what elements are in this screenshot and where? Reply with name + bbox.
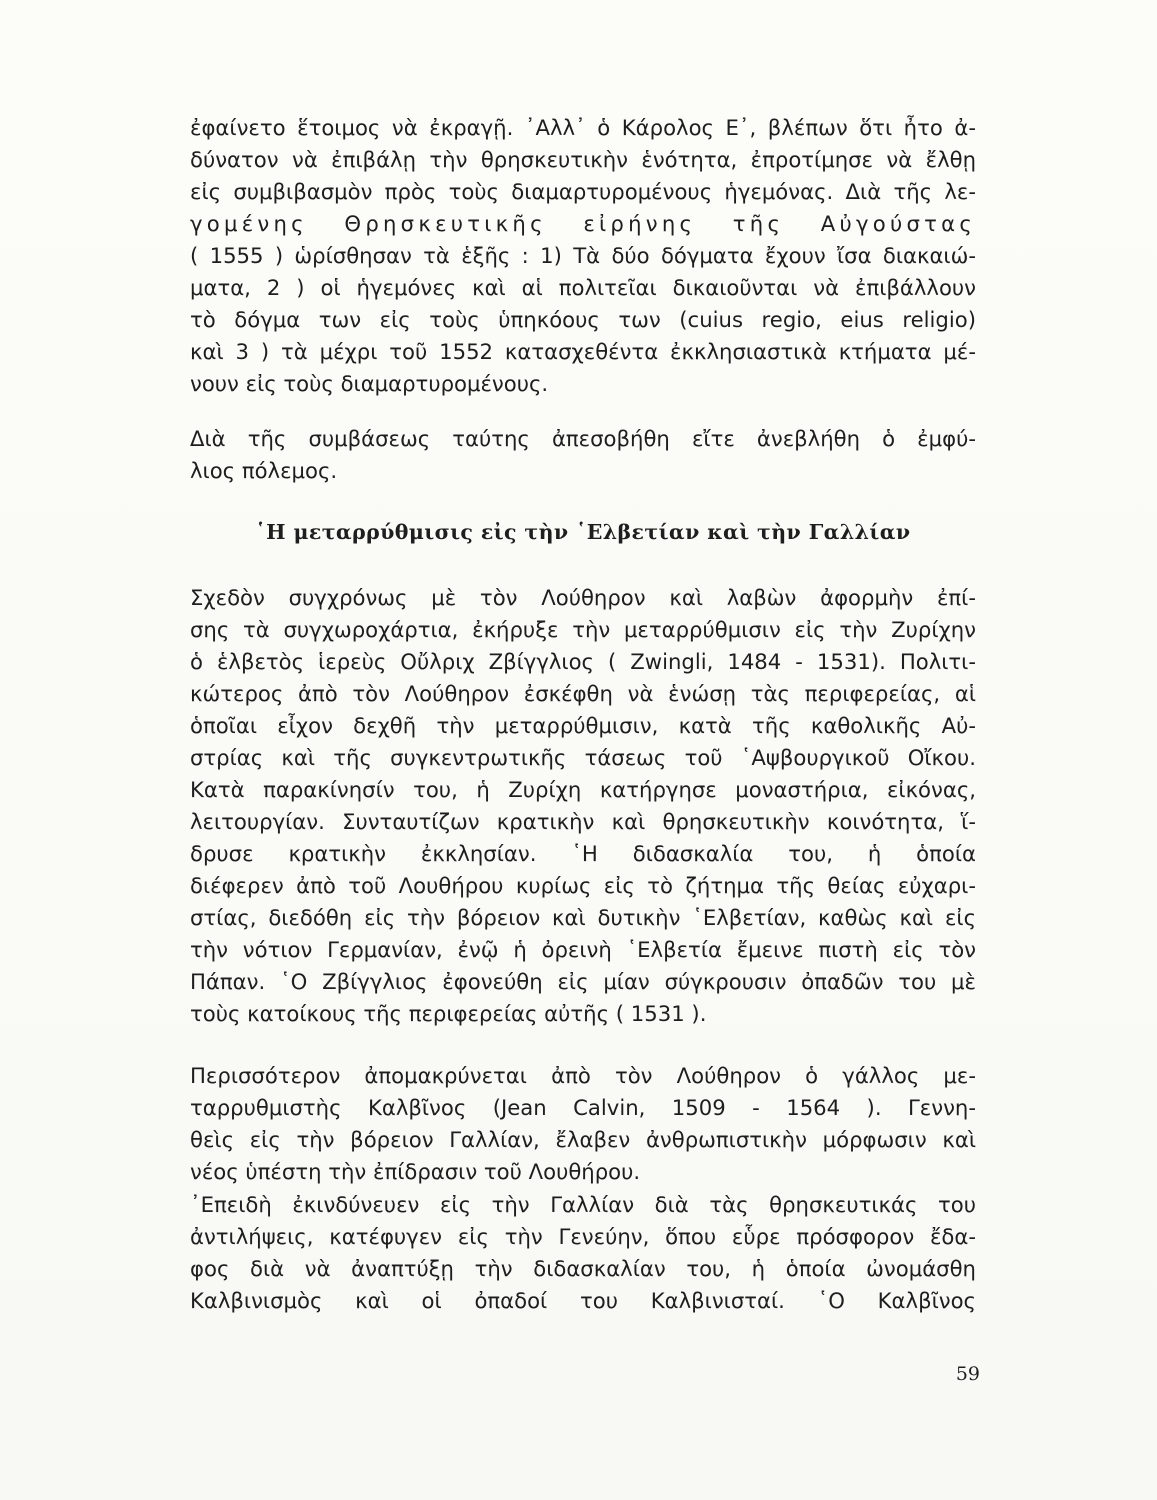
text-line: στίας, διεδόθη εἰς τὴν βόρειον καὶ δυτικὴν ῾Ελβετίαν, καθὼς καὶ εἰς <box>190 905 976 930</box>
text-line: νουν εἰς τοὺς διαμαρτυρομένους. <box>190 371 549 396</box>
text-line: τὴν νότιον Γερμανίαν, ἐνῷ ἡ ὀρεινὴ ῾Ελβετία ἔμεινε πιστὴ εἰς τὸν <box>190 937 976 962</box>
text-line: Περισσότερον ἀπομακρύνεται ἀπὸ τὸν Λούθηρον ὁ γάλλος με- <box>190 1063 976 1088</box>
section-heading: ῾Η μεταρρύθμισις εἰς τὴν ῾Ελβετίαν καὶ τὴν Γαλλίαν <box>255 520 911 544</box>
paragraph-calvin-geneva <box>190 1189 976 1317</box>
text-line: ( 1555 ) ὡρίσθησαν τὰ ἑξῆς : 1) Τὰ δύο δόγματα ἔχουν ἴσα διακαιώ- <box>190 243 976 268</box>
text-line: ταρρυθμιστὴς Καλβῖνος (Jean Calvin, 1509 - 1564 ). Γεννη- <box>190 1095 976 1120</box>
text-line: λειτουργίαν. Συνταυτίζων κρατικὴν καὶ θρησκευτικὴν κοινότητα, ἵ- <box>190 809 976 834</box>
text-line: εἰς συμβιβασμὸν πρὸς τοὺς διαμαρτυρομένους ἡγεμόνας. Διὰ τῆς λε- <box>190 179 976 204</box>
page-number: 59 <box>955 1363 980 1385</box>
text-line: Διὰ τῆς συμβάσεως ταύτης ἀπεσοβήθη εἴτε ἀνεβλήθη ὁ ἐμφύ- <box>190 426 976 451</box>
text-line: Καλβινισμὸς καὶ οἱ ὀπαδοί του Καλβινισταί. ῾Ο Καλβῖνος <box>190 1288 976 1313</box>
paragraph-calvin-intro <box>190 1060 976 1188</box>
text-line: ματα, 2 ) οἱ ἡγεμόνες καὶ αἱ πολιτεῖαι δικαιοῦνται νὰ ἐπιβάλλουν <box>190 275 976 300</box>
text-line: στρίας καὶ τῆς συγκεντρωτικῆς τάσεως τοῦ ῾Αψβουργικοῦ Οἴκου. <box>190 745 976 770</box>
text-line: σης τὰ συγχωροχάρτια, ἐκήρυξε τὴν μεταρρύθμισιν εἰς τὴν Ζυρίχην <box>190 617 976 642</box>
paragraph-zwingli <box>190 582 976 1030</box>
text-line: τὸ δόγμα των εἰς τοὺς ὑπηκόους των (cuius regio, eius religio) <box>190 307 976 332</box>
text-line: τοὺς κατοίκους τῆς περιφερείας αὐτῆς ( 1531 ). <box>190 1001 707 1026</box>
text-line: Σχεδὸν συγχρόνως μὲ τὸν Λούθηρον καὶ λαβὼν ἀφορμὴν ἐπί- <box>190 585 976 610</box>
paragraph-augsburg-peace <box>190 112 976 400</box>
text-line: Πάπαν. ῾Ο Ζβίγγλιος ἐφονεύθη εἰς μίαν σύγκρουσιν ὀπαδῶν του μὲ <box>190 969 976 994</box>
text-line: νέος ὑπέστη τὴν ἐπίδρασιν τοῦ Λουθήρου. <box>190 1159 641 1184</box>
text-line: ἀντιλήψεις, κατέφυγεν εἰς τὴν Γενεύην, ὅπου εὗρε πρόσφορον ἔδα- <box>190 1224 976 1249</box>
text-line: δρυσε κρατικὴν ἐκκλησίαν. ῾Η διδασκαλία του, ἡ ὁποία <box>190 841 976 866</box>
text-line: διέφερεν ἀπὸ τοῦ Λουθήρου κυρίως εἰς τὸ ζήτημα τῆς θείας εὐχαρι- <box>190 873 976 898</box>
text-line: δύνατον νὰ ἐπιβάλῃ τὴν θρησκευτικὴν ἑνότητα, ἐπροτίμησε νὰ ἔλθῃ <box>190 147 976 172</box>
text-line: ὁποῖαι εἶχον δεχθῆ τὴν μεταρρύθμισιν, κατὰ τῆς καθολικῆς Αὐ- <box>190 713 976 738</box>
text-line: Κατὰ παρακίνησίν του, ἡ Ζυρίχη κατήργησε μοναστήρια, εἰκόνας, <box>190 777 976 802</box>
paragraph-civil-war <box>190 423 976 487</box>
text-line: λιος πόλεμος. <box>190 458 338 483</box>
text-line: καὶ 3 ) τὰ μέχρι τοῦ 1552 κατασχεθέντα ἐκκλησιαστικὰ κτήματα μέ- <box>190 339 976 364</box>
text-line: ὁ ἑλβετὸς ἱερεὺς Οὔλριχ Ζβίγγλιος ( Zwingli, 1484 - 1531). Πολιτι- <box>190 649 976 674</box>
text-line: γομένης Θρησκευτικῆς εἰρήνης τῆς Αὐγούστας <box>190 211 976 236</box>
text-line: κώτερος ἀπὸ τὸν Λούθηρον ἐσκέφθη νὰ ἑνώσῃ τὰς περιφερείας, αἱ <box>190 681 976 706</box>
text-line: ἐφαίνετο ἕτοιμος νὰ ἐκραγῇ. ᾿Αλλ᾿ ὁ Κάρολος Ε᾿, βλέπων ὅτι ἦτο ἀ- <box>190 115 976 140</box>
text-line: θεὶς εἰς τὴν βόρειον Γαλλίαν, ἔλαβεν ἀνθρωπιστικὴν μόρφωσιν καὶ <box>190 1127 976 1152</box>
text-line: ᾿Επειδὴ ἐκινδύνευεν εἰς τὴν Γαλλίαν διὰ τὰς θρησκευτικάς του <box>190 1192 976 1217</box>
text-line: φος διὰ νὰ ἀναπτύξῃ τὴν διδασκαλίαν του, ἡ ὁποία ὠνομάσθη <box>190 1256 976 1281</box>
